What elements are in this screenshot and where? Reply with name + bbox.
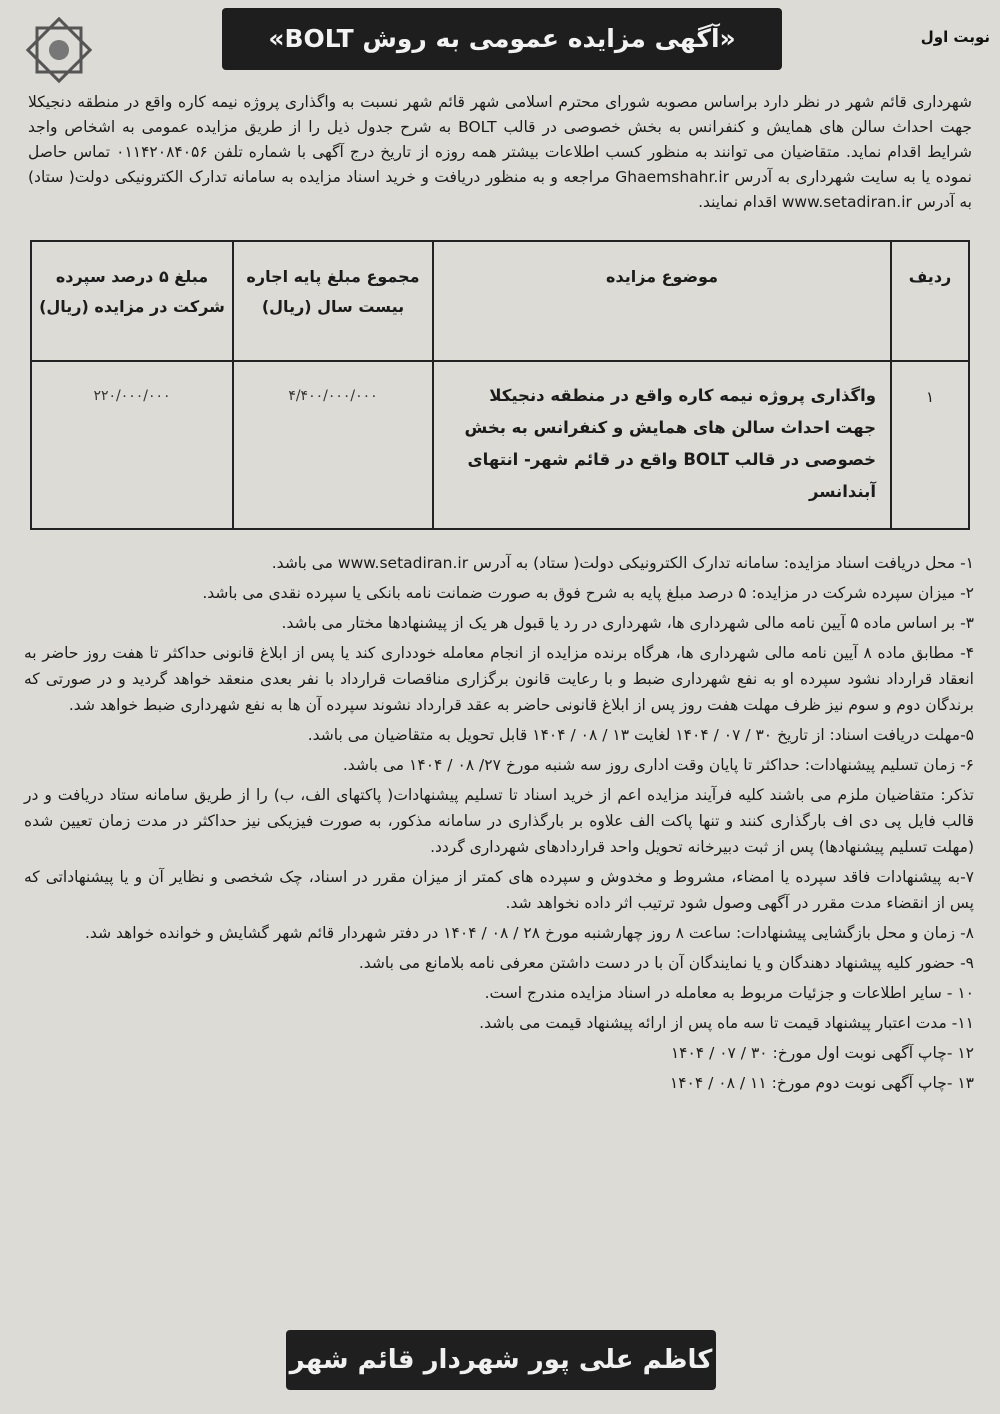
auction-table <box>30 240 970 530</box>
condition-item: ۶- زمان تسلیم پیشنهادات: حداکثر تا پایان وقت اداری روز سه شنبه مورخ ۲۷/ ۰۸ / ۱۴۰۴ می باشد. <box>342 756 974 774</box>
conditions-list <box>24 550 974 1100</box>
table-header-row <box>32 242 968 362</box>
condition-item: ۸- زمان و محل بازگشایی پیشنهادات: ساعت ۸ روز چهارشنبه مورخ ۲۸ / ۰۸ / ۱۴۰۴ در دفتر شهردار قائم شهر گشایش و خوانده خواهد شد. <box>85 924 974 942</box>
condition-item: ۴- مطابق ماده ۸ آیین نامه مالی شهرداری ها، هرگاه برنده مزایده از انجام معامله خودداری کند یا پس از ابلاغ قانونی حداکثر تا هفت روز حاضر به انعقاد قرارداد نشود سپرده او به نفع شهرداری ضبط و با رعایت قانون برگزاری مناقصات قرارداد با نفر بعدی منعقد خواهد گردید و در صورتی که برندگان دوم و سوم نیز ظرف مهلت هفت روز پس از ابلاغ قانونی حاضر به عقد قرارداد نشوند سپرده آن ها به نفع شهرداری ضبط خواهد شد. <box>24 644 975 714</box>
header-deposit: مبلغ ۵ درصد سپرده شرکت در مزایده (ریال) <box>39 267 225 316</box>
condition-item: ۹- حضور کلیه پیشنهاد دهندگان و یا نمایندگان آن با در دست داشتن معرفی نامه بلامانع می باشد. <box>358 954 974 972</box>
condition-item: ۱۱- مدت اعتبار پیشنهاد قیمت تا سه ماه پس از ارائه پیشنهاد قیمت می باشد. <box>479 1014 974 1032</box>
cell-row-no: ۱ <box>890 360 968 528</box>
condition-item: ۲- میزان سپرده شرکت در مزایده: ۵ درصد مبلغ پایه به شرح فوق به صورت ضمانت نامه بانکی یا سپرده نقدی می باشد. <box>202 584 974 602</box>
cell-subject: واگذاری پروژه نیمه کاره واقع در منطقه دنجیکلا جهت احداث سالن های همایش و کنفرانس به بخش خصوصی در قالب BOLT واقع در قائم شهر- انتهای آبندانسر <box>432 360 890 528</box>
cell-deposit: ۲۲۰/۰۰۰/۰۰۰ <box>93 388 171 404</box>
condition-item: ۳- بر اساس ماده ۵ آیین نامه مالی شهرداری ها، شهرداری در رد یا قبول هر یک از پیشنهادها مختار می باشد. <box>281 614 974 632</box>
table-row <box>32 360 968 528</box>
cell-base-price: ۴/۴۰۰/۰۰۰/۰۰۰ <box>232 360 432 528</box>
round-badge: نوبت اول <box>920 28 990 46</box>
municipality-emblem-icon <box>20 12 98 88</box>
header-subject: موضوع مزایده <box>432 242 890 360</box>
header-row-no: ردیف <box>890 242 968 360</box>
mayor-signature: کاظم علی پور شهردار قائم شهر <box>286 1330 716 1390</box>
condition-item: ۱۳ -چاپ آگهی نوبت دوم مورخ: ۱۱ / ۰۸ / ۱۴۰۴ <box>669 1074 974 1092</box>
condition-item: ۵-مهلت دریافت اسناد: از تاریخ ۳۰ / ۰۷ / ۱۴۰۴ لغایت ۱۳ / ۰۸ / ۱۴۰۴ قابل تحویل به متقاضیان می باشد. <box>307 726 974 744</box>
condition-item: ۱۰ - سایر اطلاعات و جزئیات مربوط به معامله در اسناد مزایده مندرج است. <box>484 984 974 1002</box>
header-base-price: مجموع مبلغ پایه اجاره بیست سال (ریال) <box>232 242 432 360</box>
notice-title: «آگهی مزایده عمومی به روش BOLT» <box>222 8 782 70</box>
condition-item: ۷-به پیشنهادات فاقد سپرده یا امضاء، مشروط و مخدوش و سپرده های کمتر از میزان مقرر در اسناد، چک شخصی و نظایر آن و یا پیشنهاداتی که پس از انقضاء مدت مقرر در آگهی وصول شود ترتیب اثر داده نخواهد شد. <box>24 868 974 912</box>
condition-item: ۱۲ -چاپ آگهی نوبت اول مورخ: ۳۰ / ۰۷ / ۱۴۰۴ <box>670 1044 974 1062</box>
intro-paragraph: شهرداری قائم شهر در نظر دارد براساس مصوبه شورای محترم اسلامی شهر قائم شهر نسبت به واگذاری پروژه نیمه کاره واقع در منطقه دنجیکلا جهت احداث سالن های همایش و کنفرانس به بخش خصوصی در قالب BOLT به شرح جدول ذیل را از طریق مزایده عمومی به اشخاص واجد شرایط اقدام نماید. متقاضیان می توانند به منظور کسب اطلاعات بیشتر همه روزه از تاریخ درج آگهی با شماره تلفن ۰۱۱۴۲۰۸۴۰۵۶ تماس حاصل نموده یا به سایت شهرداری به آدرس Ghaemshahr.ir مراجعه و به منظور دریافت و خرید اسناد مزایده به سامانه تدارک الکترونیکی دولت( ستاد) به آدرس www.setadiran.ir اقدام نمایند. <box>28 93 972 211</box>
condition-item: تذکر: متقاضیان ملزم می باشند کلیه فرآیند مزایده اعم از خرید اسناد تا تسلیم پیشنهادات( پاکتهای الف، ب) را از طریق سامانه ستاد دریافت و در قالب فایل پی دی اف بارگذاری کنند و تنها پاکت الف علاوه بر بارگذاری در سامانه مذکور، به صورت فیزیکی نیز حداکثر در مدت زمان تعیین شده (مهلت تسلیم پیشنهادها) پس از ثبت دبیرخانه تحویل واحد قراردادهای شهرداری گردد. <box>24 786 974 856</box>
condition-item: ۱- محل دریافت اسناد مزایده: سامانه تدارک الکترونیکی دولت( ستاد) به آدرس www.setadiran.ir می باشد. <box>271 554 974 572</box>
